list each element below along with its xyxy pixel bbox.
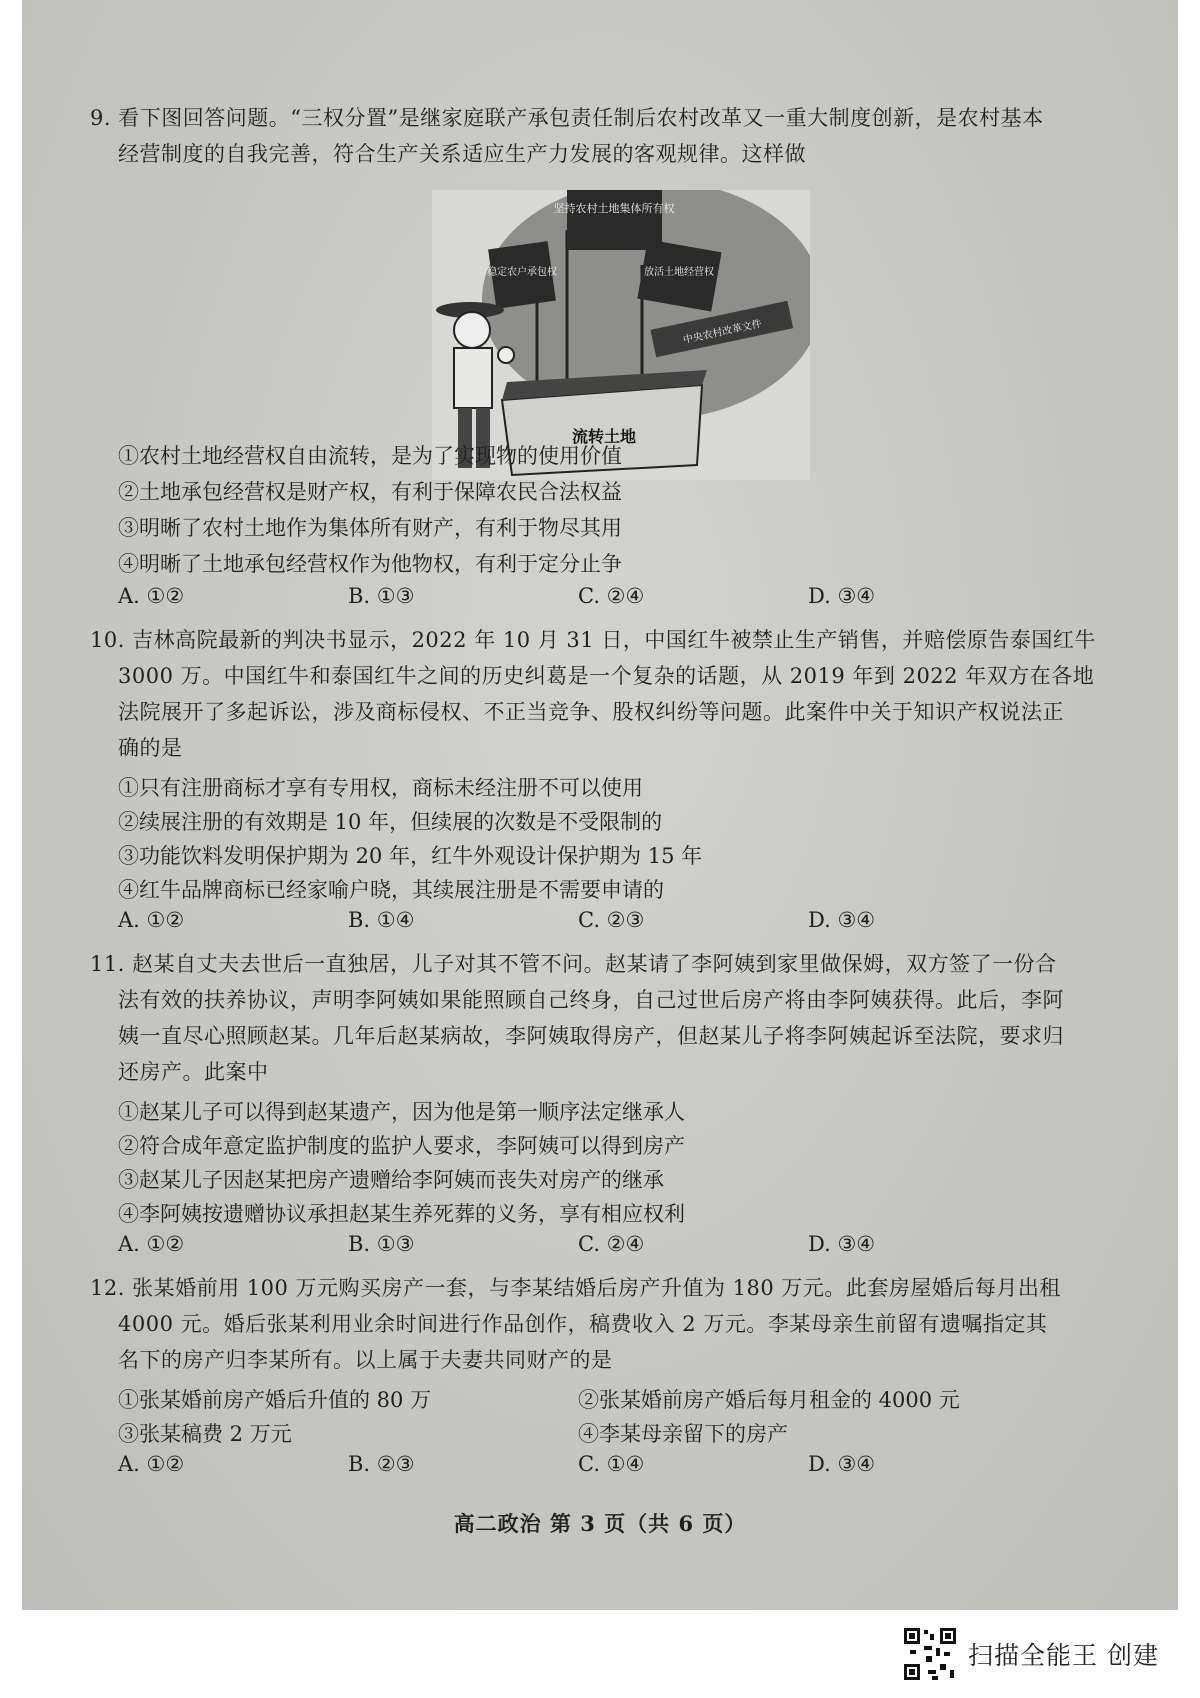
q12-choice-c: C. ①④ [578,1452,645,1476]
flag-top-label: 坚持农村土地集体所有权 [553,202,675,215]
q9-choice-d: D. ③④ [808,584,876,608]
q11-stem-line-4: 还房产。此案中 [118,1060,269,1084]
q11-choice-a: A. ①② [118,1232,185,1256]
land-base-label: 流转土地 [572,427,637,446]
banner-label: 中央农村改革文件 [682,318,763,347]
q12-choice-d: D. ③④ [808,1452,876,1476]
q10-choice-b: B. ①④ [348,908,415,932]
q12-option-1: ①张某婚前房产婚后升值的 80 万 [118,1388,432,1412]
q12-stem-line-1: 12. 张某婚前用 100 万元购买房产一套，与李某结婚后房产升值为 180 万元。此套房屋婚后每月出租 [90,1276,1061,1300]
q10-stem-line-1: 10. 吉林高院最新的判决书显示，2022 年 10 月 31 日，中国红牛被禁止生产销售，并赔偿原告泰国红牛 [90,628,1096,652]
q9-stem-line-1: 9. 看下图回答问题。“三权分置”是继家庭联产承包责任制后农村改革又一重大制度创新，是农村基本 [90,106,1044,130]
q12-option-2: ②张某婚前房产婚后每月租金的 4000 元 [578,1388,960,1412]
q10-stem-line-2: 3000 万。中国红牛和泰国红牛之间的历史纠葛是一个复杂的话题，从 2019 年到 2022 年双方在各地 [118,664,1095,688]
q9-choice-a: A. ①② [118,584,185,608]
q11-choice-c: C. ②④ [578,1232,645,1256]
q10-option-4: ④红牛品牌商标已经家喻户晓，其续展注册是不需要申请的 [118,878,664,902]
q9-option-1: ①农村土地经营权自由流转，是为了实现物的使用价值 [118,444,622,468]
q11-stem-line-3: 姨一直尽心照顾赵某。几年后赵某病故，李阿姨取得房产，但赵某儿子将李阿姨起诉至法院，要求归 [118,1024,1064,1048]
q11-stem-line-2: 法有效的扶养协议，声明李阿姨如果能照顾自己终身，自己过世后房产将由李阿姨获得。此后，李阿 [118,988,1064,1012]
flag-left-label: 稳定农户承包权 [487,267,557,278]
q9-choice-c: C. ②④ [578,584,645,608]
q10-choice-a: A. ①② [118,908,185,932]
flag-right-label: 放活土地经营权 [644,267,714,278]
q11-option-1: ①赵某儿子可以得到赵某遗产，因为他是第一顺序法定继承人 [118,1100,685,1124]
q11-choice-d: D. ③④ [808,1232,876,1256]
q10-option-2: ②续展注册的有效期是 10 年，但续展的次数是不受限制的 [118,810,663,834]
q11-option-3: ③赵某儿子因赵某把房产遗赠给李阿姨而丧失对房产的继承 [118,1168,664,1192]
q12-stem-line-3: 名下的房产归李某所有。以上属于夫妻共同财产的是 [118,1348,613,1372]
q11-option-2: ②符合成年意定监护制度的监护人要求，李阿姨可以得到房产 [118,1134,685,1158]
q9-option-2: ②土地承包经营权是财产权，有利于保障农民合法权益 [118,480,622,504]
land-reform-cartoon [432,190,810,480]
qr-code-icon [902,1626,958,1682]
scanner-watermark [902,1624,1159,1684]
q10-option-1: ①只有注册商标才享有专用权，商标未经注册不可以使用 [118,776,643,800]
q9-option-4: ④明晰了土地承包经营权作为他物权，有利于定分止争 [118,552,622,576]
q11-stem-line-1: 11. 赵某自丈夫去世后一直独居，儿子对其不管不问。赵某请了李阿姨到家里做保姆，双方签了一份合 [90,952,1057,976]
q11-choice-b: B. ①③ [348,1232,415,1256]
q12-option-4: ④李某母亲留下的房产 [578,1422,788,1446]
q9-choice-b: B. ①③ [348,584,415,608]
q12-choice-b: B. ②③ [348,1452,415,1476]
q10-choice-d: D. ③④ [808,908,876,932]
q12-stem-line-2: 4000 元。婚后张某利用业余时间进行作品创作，稿费收入 2 万元。李某母亲生前留有遗嘱指定其 [118,1312,1048,1336]
q12-choice-a: A. ①② [118,1452,185,1476]
q12-option-3: ③张某稿费 2 万元 [118,1422,292,1446]
page-footer: 高二政治 第 3 页（共 6 页） [453,1511,747,1536]
q10-choice-c: C. ②③ [578,908,645,932]
q10-stem-line-4: 确的是 [118,736,183,760]
exam-page [22,0,1178,1610]
q9-option-3: ③明晰了农村土地作为集体所有财产，有利于物尽其用 [118,516,622,540]
q10-option-3: ③功能饮料发明保护期为 20 年，红牛外观设计保护期为 15 年 [118,844,703,868]
scanner-label: 扫描全能王 创建 [968,1641,1159,1670]
q11-option-4: ④李阿姨按遗赠协议承担赵某生养死葬的义务，享有相应权利 [118,1202,685,1226]
q9-stem-line-2: 经营制度的自我完善，符合生产关系适应生产力发展的客观规律。这样做 [118,142,806,166]
q10-stem-line-3: 法院展开了多起诉讼，涉及商标侵权、不正当竞争、股权纠纷等问题。此案件中关于知识产权说法正 [118,700,1064,724]
